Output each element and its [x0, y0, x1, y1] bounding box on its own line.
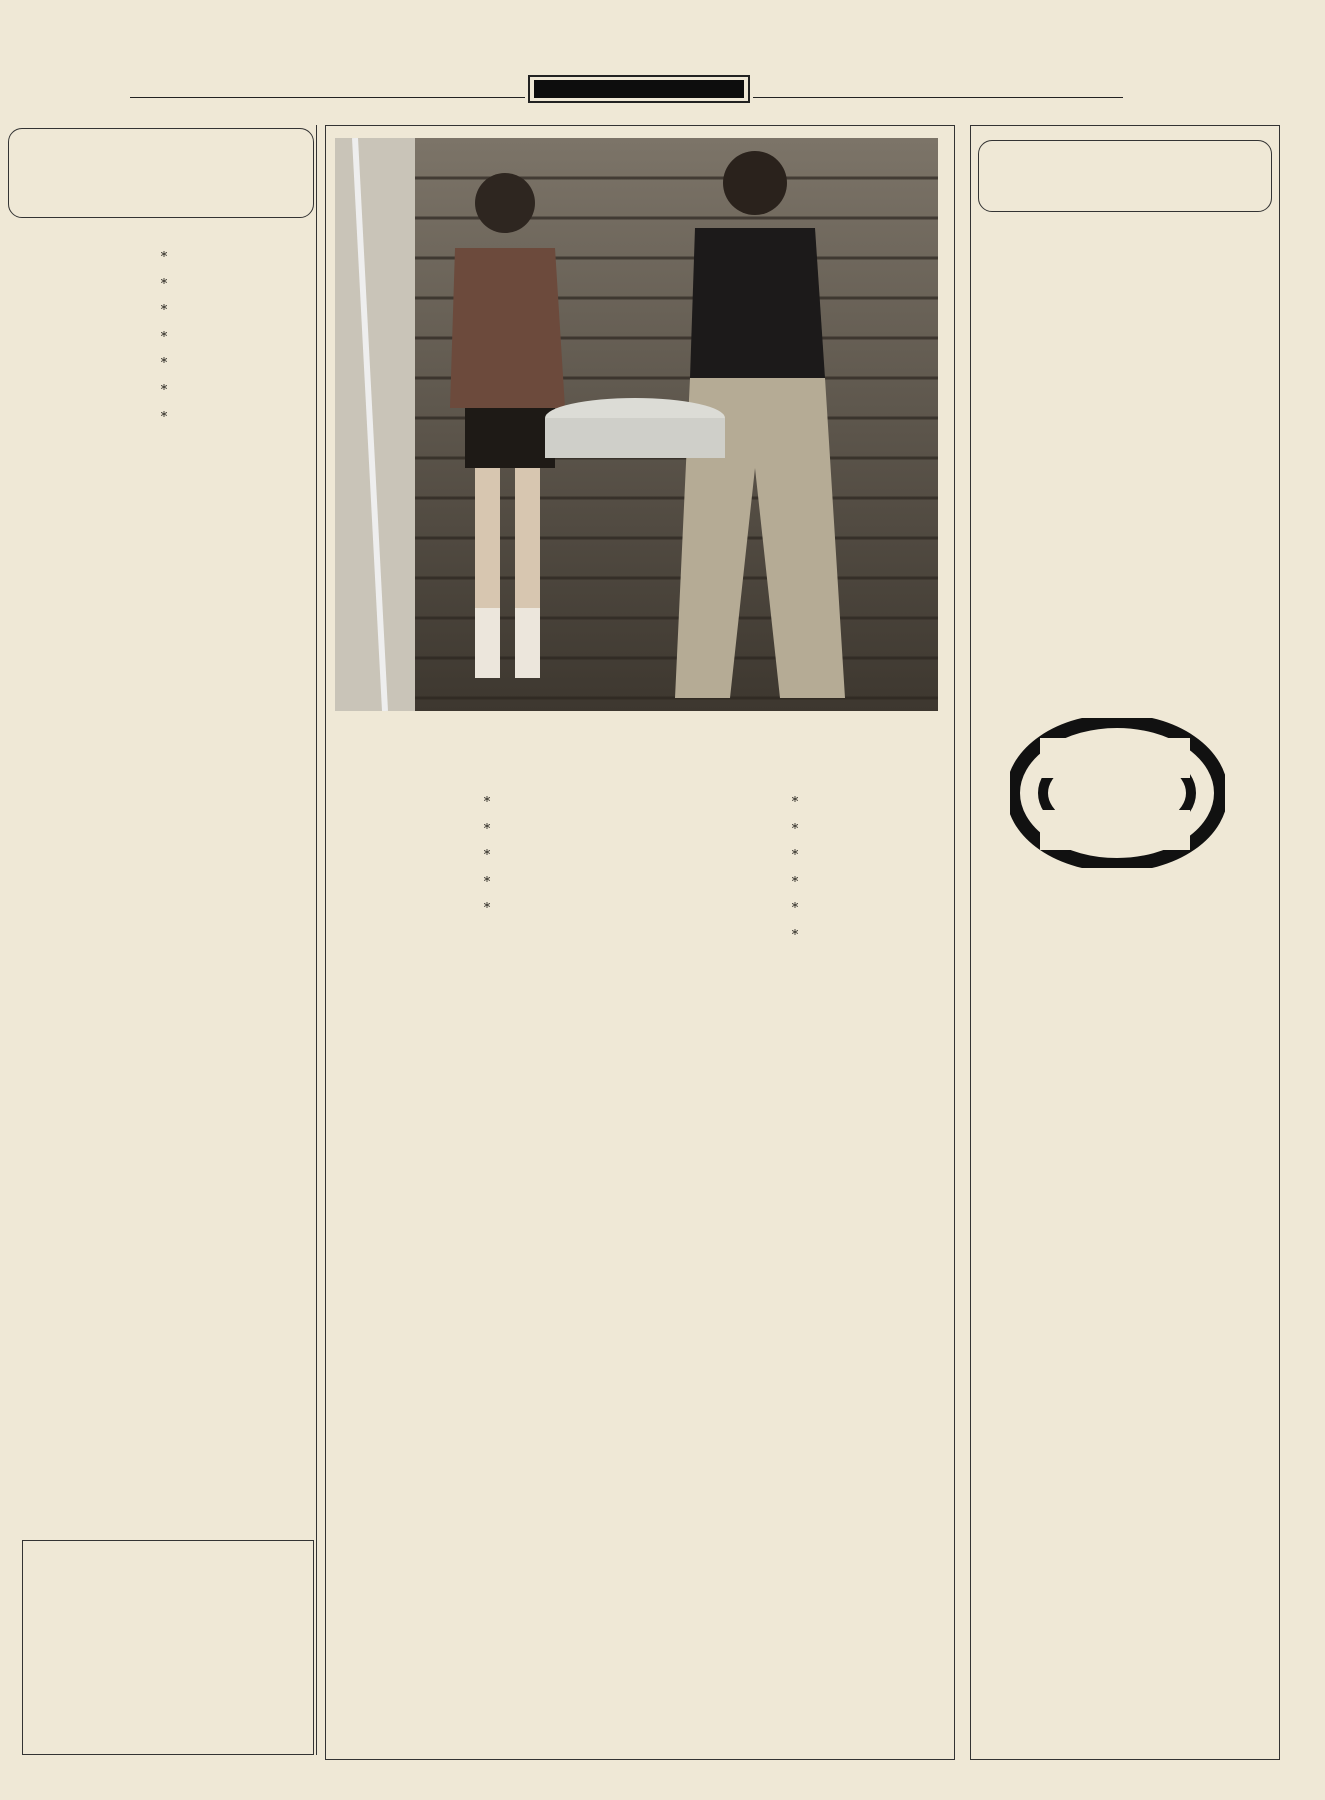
middle-column-2	[646, 785, 944, 954]
generalversammlung-box	[22, 1540, 314, 1755]
separator-star: *	[791, 901, 799, 917]
separator-star: *	[160, 276, 168, 292]
staircase-photo-illustration	[335, 138, 938, 711]
toto-frame	[970, 125, 1280, 1760]
separator-star: *	[483, 821, 491, 837]
toto-results	[1002, 1494, 1267, 1496]
separator-star: *	[483, 874, 491, 890]
separator-star: *	[160, 409, 168, 425]
separator-star: *	[483, 795, 491, 810]
section-label-box	[528, 75, 750, 103]
sportsplitter-title-box	[8, 128, 314, 218]
middle-column-1	[338, 785, 636, 927]
sport-toto-logo	[1010, 718, 1225, 868]
header-rule-right	[753, 97, 1123, 98]
separator-star: *	[483, 901, 491, 917]
separator-star: *	[483, 848, 491, 864]
separator-star: *	[791, 821, 799, 837]
toto-title-box	[978, 140, 1272, 212]
section-label	[534, 80, 744, 98]
separator-star: *	[160, 382, 168, 398]
separator-star: *	[160, 303, 168, 319]
separator-star: *	[160, 356, 168, 372]
team-photo	[335, 138, 938, 711]
header-rule-left	[130, 97, 525, 98]
left-column-text	[13, 240, 315, 435]
separator-star: *	[160, 250, 168, 265]
separator-star: *	[791, 927, 799, 943]
separator-star: *	[791, 874, 799, 890]
separator-star: *	[160, 329, 168, 345]
separator-star: *	[791, 795, 799, 810]
separator-star: *	[791, 848, 799, 864]
